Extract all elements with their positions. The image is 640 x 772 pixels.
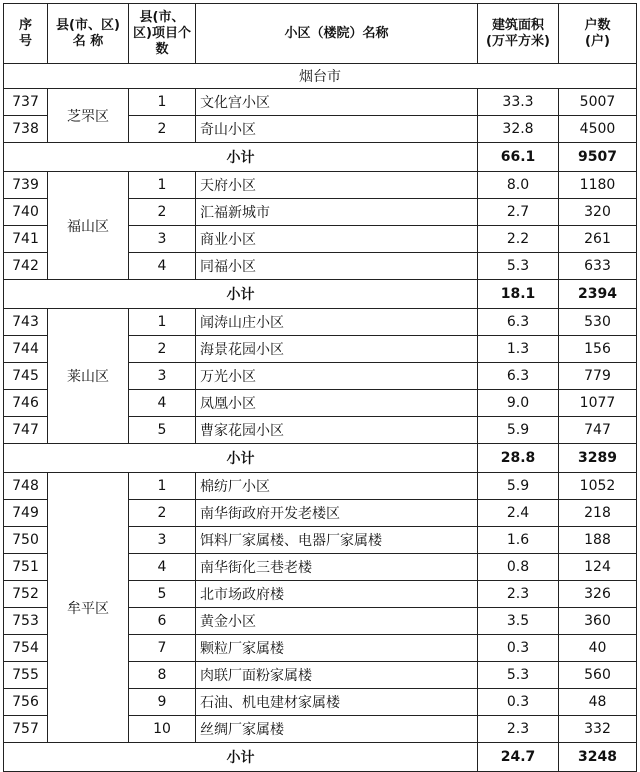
cell-community-name: 奇山小区 — [196, 116, 478, 143]
cell-floor-area: 2.7 — [478, 199, 559, 226]
cell-households: 1077 — [559, 390, 637, 417]
cell-project-index: 1 — [129, 89, 196, 116]
cell-households: 261 — [559, 226, 637, 253]
cell-project-index: 9 — [129, 689, 196, 716]
cell-community-name: 黄金小区 — [196, 608, 478, 635]
cell-households: 5007 — [559, 89, 637, 116]
cell-serial-no: 753 — [4, 608, 48, 635]
cell-households: 360 — [559, 608, 637, 635]
cell-floor-area: 32.8 — [478, 116, 559, 143]
cell-serial-no: 740 — [4, 199, 48, 226]
cell-project-index: 2 — [129, 500, 196, 527]
cell-serial-no: 737 — [4, 89, 48, 116]
cell-community-name: 棉纺厂小区 — [196, 473, 478, 500]
header-district: 县(市、区) 名 称 — [48, 4, 129, 64]
cell-floor-area: 5.3 — [478, 253, 559, 280]
cell-community-name: 凤凰小区 — [196, 390, 478, 417]
cell-community-name: 饵料厂家属楼、电器厂家属楼 — [196, 527, 478, 554]
city-row — [4, 64, 637, 89]
subtotal-row — [4, 444, 637, 473]
cell-serial-no: 738 — [4, 116, 48, 143]
cell-project-index: 3 — [129, 363, 196, 390]
cell-project-index: 2 — [129, 116, 196, 143]
cell-floor-area: 2.4 — [478, 500, 559, 527]
subtotal-label: 小计 — [4, 280, 478, 309]
subtotal-label: 小计 — [4, 743, 478, 772]
subtotal-floor-area: 28.8 — [478, 444, 559, 473]
cell-project-index: 7 — [129, 635, 196, 662]
subtotal-row — [4, 280, 637, 309]
cell-project-index: 5 — [129, 581, 196, 608]
cell-serial-no: 751 — [4, 554, 48, 581]
cell-floor-area: 2.3 — [478, 581, 559, 608]
cell-project-index: 4 — [129, 390, 196, 417]
cell-floor-area: 5.9 — [478, 417, 559, 444]
subtotal-households: 3248 — [559, 743, 637, 772]
subtotal-floor-area: 24.7 — [478, 743, 559, 772]
cell-floor-area: 33.3 — [478, 89, 559, 116]
cell-community-name: 石油、机电建材家属楼 — [196, 689, 478, 716]
cell-serial-no: 739 — [4, 172, 48, 199]
cell-project-index: 8 — [129, 662, 196, 689]
subtotal-floor-area: 18.1 — [478, 280, 559, 309]
subtotal-row — [4, 743, 637, 772]
cell-serial-no: 742 — [4, 253, 48, 280]
cell-community-name: 南华街化三巷老楼 — [196, 554, 478, 581]
cell-serial-no: 757 — [4, 716, 48, 743]
cell-serial-no: 747 — [4, 417, 48, 444]
cell-project-index: 6 — [129, 608, 196, 635]
cell-project-index: 4 — [129, 253, 196, 280]
cell-households: 332 — [559, 716, 637, 743]
header-community-name: 小区（楼院）名称 — [196, 4, 478, 64]
cell-households: 326 — [559, 581, 637, 608]
cell-floor-area: 2.3 — [478, 716, 559, 743]
cell-community-name: 闻涛山庄小区 — [196, 309, 478, 336]
header-project-count: 县(市、 区)项目个 数 — [129, 4, 196, 64]
cell-households: 4500 — [559, 116, 637, 143]
cell-project-index: 1 — [129, 473, 196, 500]
cell-households: 124 — [559, 554, 637, 581]
table-row — [4, 89, 637, 116]
table-row — [4, 473, 637, 500]
cell-community-name: 汇福新城市 — [196, 199, 478, 226]
cell-serial-no: 755 — [4, 662, 48, 689]
table-body — [4, 64, 637, 772]
cell-households: 1052 — [559, 473, 637, 500]
cell-serial-no: 750 — [4, 527, 48, 554]
community-renovation-table — [3, 3, 637, 772]
cell-floor-area: 3.5 — [478, 608, 559, 635]
cell-households: 1180 — [559, 172, 637, 199]
cell-households: 188 — [559, 527, 637, 554]
cell-community-name: 颗粒厂家属楼 — [196, 635, 478, 662]
cell-floor-area: 1.6 — [478, 527, 559, 554]
cell-project-index: 2 — [129, 199, 196, 226]
cell-project-index: 3 — [129, 527, 196, 554]
cell-district: 芝罘区 — [48, 89, 129, 143]
cell-project-index: 10 — [129, 716, 196, 743]
cell-floor-area: 6.3 — [478, 309, 559, 336]
cell-floor-area: 0.3 — [478, 635, 559, 662]
subtotal-households: 3289 — [559, 444, 637, 473]
cell-community-name: 海景花园小区 — [196, 336, 478, 363]
cell-community-name: 天府小区 — [196, 172, 478, 199]
cell-households: 530 — [559, 309, 637, 336]
cell-serial-no: 749 — [4, 500, 48, 527]
cell-floor-area: 5.9 — [478, 473, 559, 500]
cell-community-name: 万光小区 — [196, 363, 478, 390]
cell-serial-no: 756 — [4, 689, 48, 716]
cell-floor-area: 1.3 — [478, 336, 559, 363]
header-floor-area: 建筑面积 (万平方米) — [478, 4, 559, 64]
cell-project-index: 4 — [129, 554, 196, 581]
cell-serial-no: 748 — [4, 473, 48, 500]
cell-community-name: 丝绸厂家属楼 — [196, 716, 478, 743]
cell-community-name: 商业小区 — [196, 226, 478, 253]
cell-households: 40 — [559, 635, 637, 662]
cell-households: 48 — [559, 689, 637, 716]
cell-community-name: 曹家花园小区 — [196, 417, 478, 444]
header-households: 户数 (户) — [559, 4, 637, 64]
cell-district: 福山区 — [48, 172, 129, 280]
cell-serial-no: 746 — [4, 390, 48, 417]
subtotal-row — [4, 143, 637, 172]
cell-floor-area: 6.3 — [478, 363, 559, 390]
cell-households: 779 — [559, 363, 637, 390]
cell-floor-area: 2.2 — [478, 226, 559, 253]
cell-households: 633 — [559, 253, 637, 280]
cell-floor-area: 5.3 — [478, 662, 559, 689]
subtotal-floor-area: 66.1 — [478, 143, 559, 172]
subtotal-households: 2394 — [559, 280, 637, 309]
cell-floor-area: 9.0 — [478, 390, 559, 417]
cell-serial-no: 744 — [4, 336, 48, 363]
cell-floor-area: 8.0 — [478, 172, 559, 199]
cell-community-name: 文化宫小区 — [196, 89, 478, 116]
cell-community-name: 肉联厂面粉家属楼 — [196, 662, 478, 689]
subtotal-label: 小计 — [4, 143, 478, 172]
cell-serial-no: 752 — [4, 581, 48, 608]
cell-project-index: 1 — [129, 172, 196, 199]
cell-district: 牟平区 — [48, 473, 129, 743]
header-row — [4, 4, 637, 64]
city-name: 烟台市 — [4, 64, 637, 89]
cell-floor-area: 0.8 — [478, 554, 559, 581]
cell-project-index: 5 — [129, 417, 196, 444]
cell-district: 莱山区 — [48, 309, 129, 444]
table-row — [4, 309, 637, 336]
subtotal-label: 小计 — [4, 444, 478, 473]
cell-serial-no: 741 — [4, 226, 48, 253]
cell-floor-area: 0.3 — [478, 689, 559, 716]
header-no: 序 号 — [4, 4, 48, 64]
cell-serial-no: 743 — [4, 309, 48, 336]
cell-households: 747 — [559, 417, 637, 444]
cell-community-name: 南华街政府开发老楼区 — [196, 500, 478, 527]
cell-serial-no: 754 — [4, 635, 48, 662]
cell-households: 320 — [559, 199, 637, 226]
cell-households: 218 — [559, 500, 637, 527]
table-row — [4, 172, 637, 199]
subtotal-households: 9507 — [559, 143, 637, 172]
cell-project-index: 3 — [129, 226, 196, 253]
cell-project-index: 2 — [129, 336, 196, 363]
cell-community-name: 北市场政府楼 — [196, 581, 478, 608]
cell-community-name: 同福小区 — [196, 253, 478, 280]
cell-project-index: 1 — [129, 309, 196, 336]
cell-households: 156 — [559, 336, 637, 363]
cell-households: 560 — [559, 662, 637, 689]
cell-serial-no: 745 — [4, 363, 48, 390]
